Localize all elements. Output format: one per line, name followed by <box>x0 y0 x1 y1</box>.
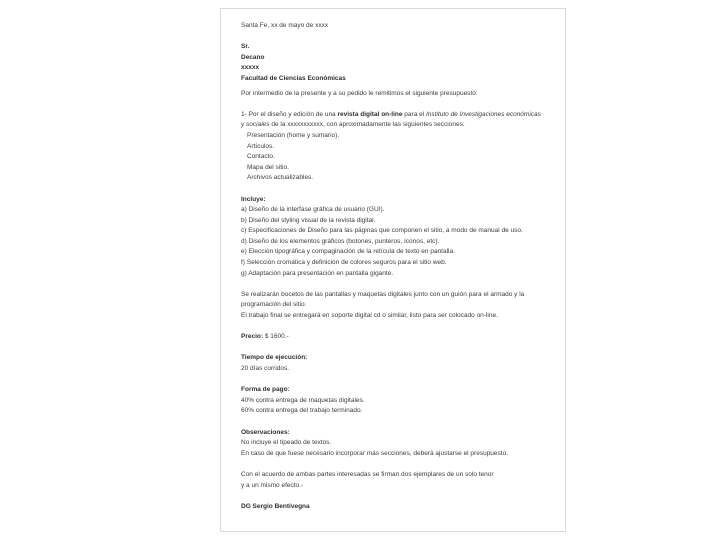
recipient-faculty: Facultad de Ciencias Económicas <box>241 74 346 82</box>
list-item: b) Diseño del styling visual de la revista digital. <box>241 216 376 224</box>
price-line <box>241 332 561 343</box>
item1-institute-a: Instituto de Investigaciones económicas <box>426 110 541 118</box>
includes-list <box>241 205 561 279</box>
item1-prefix: 1- Por el diseño y edición de una <box>241 110 338 118</box>
sections-list <box>241 131 561 184</box>
list-item: Mapa del sitio. <box>247 163 289 171</box>
item1-suffix: de la xxxxxxxxxxx, con aproximadamente las siguientes secciones: <box>269 121 465 129</box>
recipient-block <box>241 42 561 84</box>
payment-heading: Forma de pago: <box>241 386 290 394</box>
closing-line: y a un mismo efecto.- <box>241 481 304 489</box>
price-label: Precio: <box>241 333 264 341</box>
recipient-title: Sr. <box>241 43 250 51</box>
payment-line: 60% contra entrega del trabajo terminado. <box>241 407 363 415</box>
includes-heading: Incluye: <box>241 195 266 203</box>
closing-line: Con el acuerdo de ambas partes interesadas se firman dos ejemplares de un solo tenor <box>241 470 494 478</box>
item1-institute-b: y sociales <box>241 121 270 129</box>
list-item: d) Diseño de los elementos gráficos (botones, punteros, íconos, etc). <box>241 237 440 245</box>
time-heading: Tiempo de ejecución: <box>241 354 308 362</box>
list-item: Artículos. <box>247 142 275 150</box>
list-item: a) Diseño de la interfase gráfica de usuario (GUI). <box>241 206 385 214</box>
list-item: Contacto. <box>247 153 275 161</box>
price-value: $ 1600.- <box>264 333 289 341</box>
list-item: c) Especificaciones de Diseño para las páginas que componen el sitio, a modo de manual de uso. <box>241 227 523 235</box>
payment-line: 40% contra entrega de maquetas digitales. <box>241 396 365 404</box>
list-item: f) Selección cromática y definición de colores seguros para el sitio web. <box>241 259 447 267</box>
observations-heading: Observaciones: <box>241 428 290 436</box>
date-line: Santa Fe, xx de mayo de xxxx <box>241 22 329 29</box>
recipient-name: xxxxx <box>241 64 260 72</box>
document-page <box>220 8 566 532</box>
observation-line: No incluye el tipeado de textos. <box>241 439 332 447</box>
notes-paragraph: Se realizarán bocetos de las pantallas y maquetas digitales junto con un guión para el armado y la programación del sitio. El trabajo final se entregará en soporte digital cd o similar, listo para ser colocado on-line. <box>241 290 525 320</box>
letter-body <box>241 21 561 512</box>
time-value: 20 días corridos. <box>241 365 290 372</box>
intro-paragraph: Por intermedio de la presente y a su pedido le remitimos el siguiente presupuesto: <box>241 89 478 97</box>
signature: DG Sergio Bentivegna <box>241 502 310 510</box>
list-item: e) Elección tipográfica y compaginación de la retícula de texto en pantalla. <box>241 248 455 256</box>
list-item: g) Adaptación para presentación en pantalla gigante. <box>241 269 394 277</box>
list-item: Presentación (home y sumario). <box>247 131 340 139</box>
list-item: Archivos actualizables. <box>247 174 314 182</box>
item1-bold-term: revista digital on-line <box>337 110 403 118</box>
recipient-position: Decano <box>241 53 265 61</box>
item-1 <box>241 110 561 184</box>
item1-middle: para el <box>402 110 426 118</box>
observation-line: En caso de que fuese necesario incorporar más secciones, deberá ajustarse el presupuesto. <box>241 449 509 457</box>
